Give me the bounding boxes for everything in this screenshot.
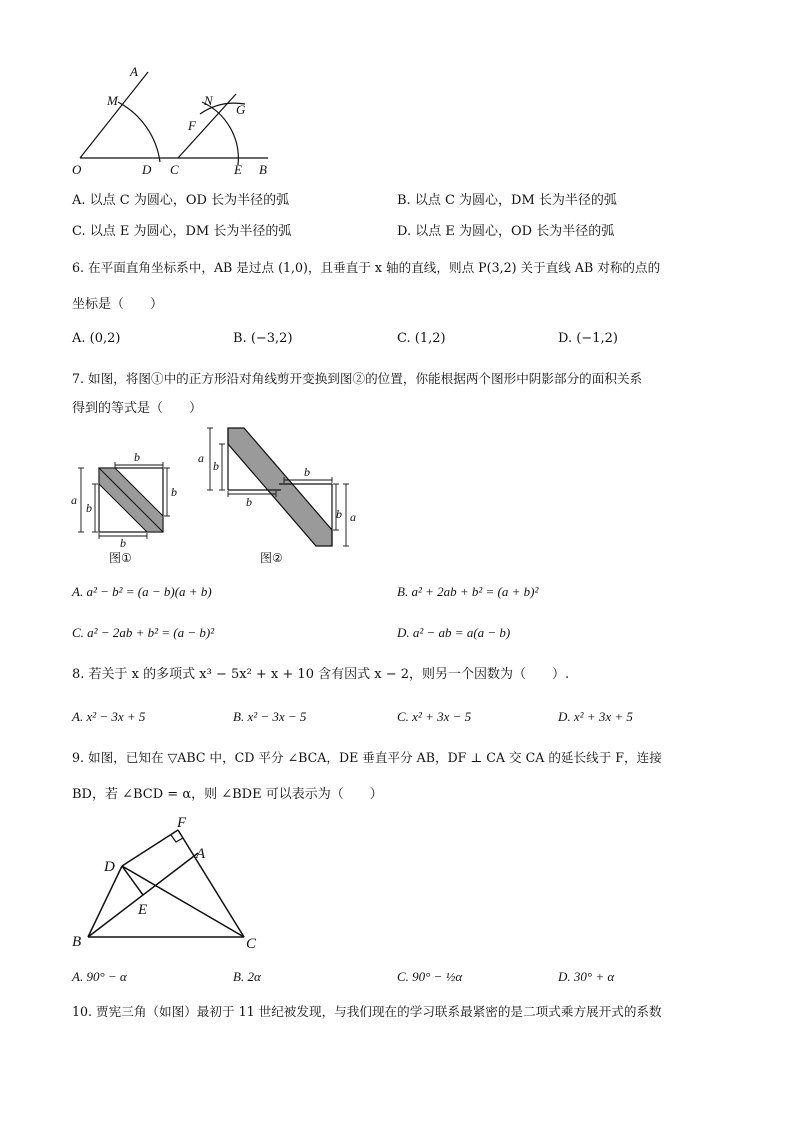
- fig2-label-a-left: a: [198, 451, 204, 465]
- q9-option-b[interactable]: B. 2α: [233, 969, 261, 984]
- q7-option-b[interactable]: B. a² + 2ab + b² = (a + b)²: [397, 584, 539, 599]
- label-E: E: [138, 902, 148, 918]
- fig1-label-b-bottom: b: [120, 536, 126, 550]
- fig1-label-b-top: b: [134, 450, 140, 464]
- q5-figure: [60, 62, 290, 182]
- q5-option-d[interactable]: D. 以点 E 为圆心，OD 长为半径的弧: [397, 224, 615, 239]
- label-M: M: [107, 93, 118, 108]
- seg-de: [122, 866, 143, 895]
- label-D: D: [142, 162, 152, 177]
- fig2-label-b-right: b: [336, 507, 342, 521]
- q6-option-a[interactable]: A. (0,2): [72, 331, 121, 346]
- fig1-caption: 图①: [109, 551, 132, 565]
- seg-cf: [178, 830, 244, 937]
- q7-option-c[interactable]: C. a² − 2ab + b² = (a − b)²: [72, 625, 215, 640]
- q7-option-d[interactable]: D. a² − ab = a(a − b): [397, 625, 511, 640]
- q9-stem-line2: BD，若 ∠BCD = α，则 ∠BDE 可以表示为（ ）: [72, 787, 383, 802]
- label-F: F: [188, 118, 196, 133]
- fig2-shaded-strip: [228, 428, 332, 546]
- label-B: B: [259, 162, 267, 177]
- label-E: E: [234, 162, 242, 177]
- q7-stem-line2: 得到的等式是（ ）: [72, 401, 203, 416]
- q8-option-c[interactable]: C. x² + 3x − 5: [397, 709, 472, 724]
- fig2-label-b-bottom: b: [246, 495, 252, 509]
- fig2-label-b-left: b: [213, 459, 219, 473]
- q7-figure-1: [65, 446, 190, 566]
- fig1-label-b-right: b: [171, 485, 177, 499]
- fig1-label-a-left: a: [71, 493, 77, 507]
- q9-option-a[interactable]: A. 90° − α: [72, 969, 127, 984]
- ray-oa: [80, 72, 148, 158]
- q8-option-d[interactable]: D. x² + 3x + 5: [558, 709, 633, 724]
- label-C: C: [246, 936, 257, 952]
- q8-option-a[interactable]: A. x² − 3x + 5: [72, 709, 146, 724]
- arc-md: [118, 102, 160, 162]
- q6-option-b[interactable]: B. (−3,2): [233, 331, 293, 346]
- fig1-label-b-inner: b: [86, 501, 92, 515]
- label-G: G: [236, 102, 246, 117]
- seg-df: [122, 830, 178, 866]
- q8-option-b[interactable]: B. x² − 3x − 5: [233, 709, 307, 724]
- label-O: O: [72, 162, 82, 177]
- q7-option-a[interactable]: A. a² − b² = (a − b)(a + b): [72, 584, 212, 599]
- q9-stem-line1: 9. 如图，已知在 ▽ABC 中，CD 平分 ∠BCA，DE 垂直平分 AB，DF ⊥ CA 交 CA 的延长线于 F，连接: [72, 750, 662, 765]
- seg-bd: [88, 866, 122, 937]
- q6-option-c[interactable]: C. (1,2): [397, 331, 446, 346]
- q5-option-a[interactable]: A. 以点 C 为圆心，OD 长为半径的弧: [72, 193, 290, 208]
- fig2-caption: 图②: [260, 551, 283, 565]
- label-A: A: [196, 846, 206, 862]
- q9-option-d[interactable]: D. 30° + α: [558, 969, 615, 984]
- label-N: N: [204, 93, 213, 108]
- q10-stem: 10. 贾宪三角（如图）最初于 11 世纪被发现，与我们现在的学习联系最紧密的是二项式乘方展开式的系数: [72, 1004, 662, 1019]
- label-D: D: [104, 859, 115, 875]
- q7-figure-2: [190, 420, 365, 570]
- q5-option-c[interactable]: C. 以点 E 为圆心，DM 长为半径的弧: [72, 224, 292, 239]
- q6-stem-line1: 6. 在平面直角坐标系中，AB 是过点 (1,0)，且垂直于 x 轴的直线，则点 P(3,2) 关于直线 AB 对称的点的: [72, 260, 661, 275]
- fig2-label-b-top: b: [304, 465, 310, 479]
- q9-figure: [62, 808, 272, 953]
- q6-stem-line2: 坐标是（ ）: [72, 297, 164, 312]
- q5-option-b[interactable]: B. 以点 C 为圆心，DM 长为半径的弧: [397, 193, 617, 208]
- fig2-label-a-right: a: [350, 510, 356, 524]
- label-C: C: [170, 162, 179, 177]
- label-F: F: [177, 815, 187, 831]
- q6-option-d[interactable]: D. (−1,2): [558, 331, 618, 346]
- q8-stem: 8. 若关于 x 的多项式 x³ − 5x² + x + 10 含有因式 x − 2，则另一个因数为（ ）.: [72, 667, 570, 682]
- q9-option-c[interactable]: C. 90° − ½α: [397, 969, 463, 984]
- label-B: B: [72, 934, 82, 950]
- label-A: A: [130, 64, 138, 79]
- q7-stem-line1: 7. 如图，将图①中的正方形沿对角线剪开变换到图②的位置，你能根据两个图形中阴影部分的面积关系: [72, 371, 643, 386]
